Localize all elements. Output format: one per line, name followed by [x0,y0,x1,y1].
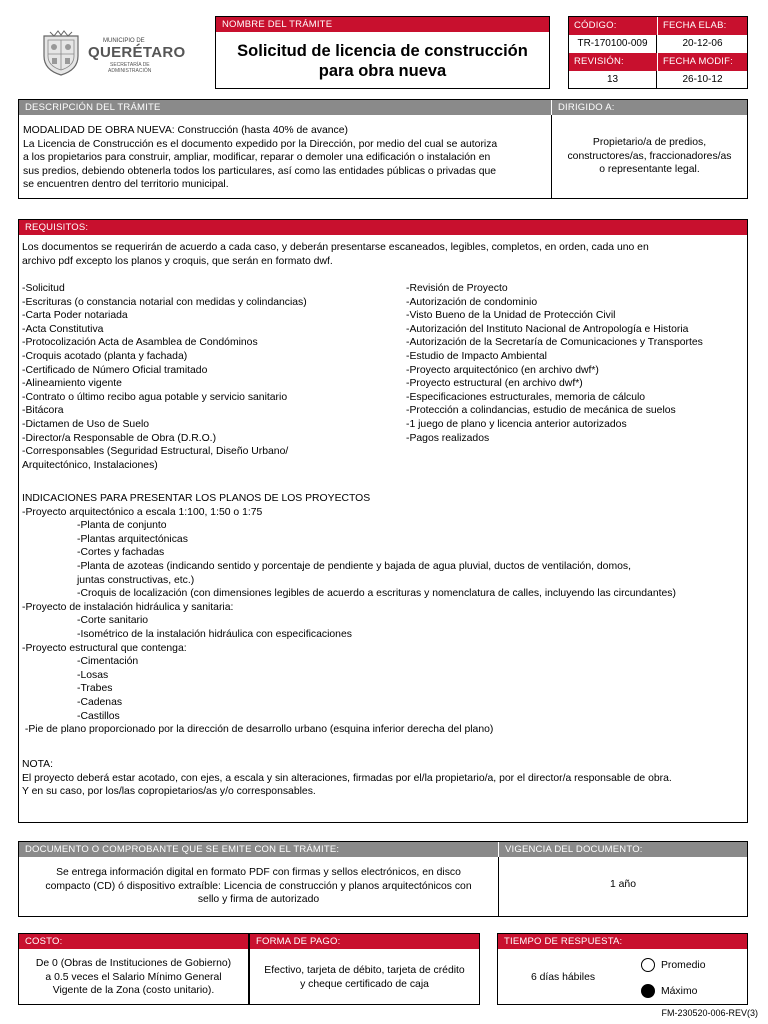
requisito-item: -Autorización de la Secretaría de Comunicaciones y Transportes [406,337,703,349]
costo-line: De 0 (Obras de Instituciones de Gobierno) [35,958,232,969]
dirigido-line: Propietario/a de predios, [592,137,707,148]
requisito-item: -Carta Poder notariada [22,310,128,322]
codigo-label: CÓDIGO: [569,17,657,35]
dirigido-body [552,136,747,177]
indicaciones-title: INDICACIONES PARA PRESENTAR LOS PLANOS DE LOS PROYECTOS [22,493,371,504]
requisitos-intro [22,241,649,268]
indicacion-item: -Isométrico de la instalación hidráulica con especificaciones [77,628,352,640]
maximo-radio-icon[interactable] [641,984,655,998]
costo-line: Vigente de la Zona (costo unitario). [52,985,215,997]
forma-pago-line: y cheque certificado de caja [300,978,429,990]
requisito-item: -Croquis acotado (planta y fachada) [22,350,188,362]
costo-header: COSTO: [19,934,248,949]
promedio-label: Promedio [661,959,706,971]
fecha-elab-label: FECHA ELAB: [658,17,747,35]
forma-pago-header: FORMA DE PAGO: [250,934,479,949]
vigencia-value: 1 año [609,879,636,890]
revision-label: REVISIÓN: [569,53,657,71]
indicacion-item: -Proyecto arquitectónico a escala 1:100, 1:50 o 1:75 [22,506,263,518]
tiempo-value: 6 días hábiles [530,972,596,983]
indicacion-item: juntas constructivas, etc.) [77,574,195,586]
documento-line: Se entrega información digital en formato PDF con firmas y sellos electrónicos, en disco [56,867,461,878]
fecha-modif-value: 26-10-12 [682,74,723,85]
requisitos-right-list [406,282,703,445]
requisito-item: -1 juego de plano y licencia anterior autorizados [406,418,627,430]
maximo-option[interactable] [641,982,697,1000]
requisitos-header: REQUISITOS: [19,220,747,235]
logo [40,30,190,76]
forma-pago-section [249,933,480,1005]
indicaciones-block [22,492,676,737]
nota-title: NOTA: [22,759,53,770]
logo-municipio: MUNICIPIO DE [103,38,145,44]
requisitos-intro-line: Los documentos se requerirán de acuerdo a cada caso, y deberán presentarse escaneados, legibles, completos, en orden, cada uno en [22,242,649,253]
nota-block [22,758,672,799]
costo-section [18,933,249,1005]
descripcion-section [18,99,748,199]
tramite-header: NOMBRE DEL TRÁMITE [216,17,549,32]
logo-administracion: ADMINISTRACIÓN [108,68,152,74]
requisito-item: -Bitácora [22,405,64,417]
codigo-value: TR-170100-009 [569,35,657,53]
requisito-item: -Pagos realizados [406,432,490,444]
requisitos-left-list [22,282,307,472]
requisito-item: -Protocolización Acta de Asamblea de Condóminos [22,337,258,349]
forma-pago-body [250,964,479,991]
descripcion-line: a los propietarios para construir, ampliar, modificar, reparar o demoler una edificación o instalación en [23,152,491,164]
requisito-item: -Protección a colindancias, estudio de mecánica de suelos [406,405,676,417]
nota-line: Y en su caso, por los/las copropietarios/as y/o corresponsables. [22,786,316,798]
vigencia-header: VIGENCIA DEL DOCUMENTO: [499,842,747,857]
indicacion-item: -Planta de azoteas (indicando sentido y porcentaje de pendiente y bajada de agua pluvial, ductos de ventilación, domos, [77,560,631,572]
tiempo-header: TIEMPO DE RESPUESTA: [498,934,747,949]
requisitos-section [18,219,748,823]
indicacion-item: -Losas [77,669,109,681]
indicacion-item: -Trabes [77,683,113,695]
documento-section [18,841,748,917]
requisito-item: -Autorización del Instituto Nacional de Antropología e Historia [406,323,689,335]
forma-pago-line: Efectivo, tarjeta de débito, tarjeta de crédito [264,965,465,976]
requisito-item: -Director/a Responsable de Obra (D.R.O.) [22,432,217,444]
tramite-title [216,41,549,81]
tramite-title-line2: para obra nueva [318,62,447,80]
coat-of-arms-icon [40,30,82,76]
descripcion-line: MODALIDAD DE OBRA NUEVA: Construcción (hasta 40% de avance) [23,125,348,136]
maximo-label: Máximo [661,985,698,997]
requisito-item: -Estudio de Impacto Ambiental [406,350,547,362]
indicacion-item: -Pie de plano proporcionado por la dirección de desarrollo urbano (esquina inferior derecha del plano) [22,724,494,736]
indicacion-item: -Proyecto de instalación hidráulica y sanitaria: [22,601,234,613]
requisito-item: -Revisión de Proyecto [406,283,508,294]
promedio-option[interactable] [641,956,705,974]
requisito-item: -Solicitud [22,283,65,294]
indicacion-item: -Cadenas [77,696,123,708]
fecha-elab-value: 20-12-06 [682,38,723,49]
tramite-box [215,16,550,89]
documento-body [19,866,498,907]
nota-line: El proyecto deberá estar acotado, con ejes, a escala y sin alteraciones, firmadas por el/la propietario/a, por el director/a responsable de obra. [22,772,672,784]
logo-queretaro: QUERÉTARO [88,44,186,61]
descripcion-line: La Licencia de Construcción es el documento expedido por la Dirección, por medio del cual se autoriza [23,138,498,150]
requisito-item: -Corresponsables (Seguridad Estructural, Diseño Urbano/ [22,446,289,458]
costo-body [19,957,248,998]
indicacion-item: -Cimentación [77,656,139,668]
requisito-item: -Especificaciones estructurales, memoria de cálculo [406,391,646,403]
descripcion-line: se encuentren dentro del territorio municipal. [23,179,229,191]
indicacion-item: -Proyecto estructural que contenga: [22,642,187,654]
tramite-title-line1: Solicitud de licencia de construcción [237,42,528,60]
requisitos-intro-line: archivo pdf excepto los planos y croquis, que serán en formato dwf. [22,255,333,267]
indicacion-item: -Corte sanitario [77,615,149,627]
indicacion-item: -Plantas arquitectónicas [77,533,188,545]
requisito-item: -Acta Constitutiva [22,323,104,335]
documento-header: DOCUMENTO O COMPROBANTE QUE SE EMITE CON EL TRÁMITE: [19,842,498,857]
requisito-item: -Alineamiento vigente [22,378,122,390]
fecha-modif-label: FECHA MODIF: [658,53,747,71]
dirigido-line: constructores/as, fraccionadores/as [567,150,732,162]
documento-line: compacto (CD) ó dispositivo extraíble: Licencia de construcción y planos arquitectónicos con [45,880,472,892]
requisito-item: -Escrituras (o constancia notarial con medidas y colindancias) [22,296,307,308]
documento-line: sello y firma de autorizado [197,894,320,906]
requisito-item: -Contrato o último recibo agua potable y servicio sanitario [22,391,288,403]
requisito-item: -Visto Bueno de la Unidad de Protección Civil [406,310,616,322]
requisito-item: -Proyecto estructural (en archivo dwf*) [406,378,583,390]
requisito-item: -Certificado de Número Oficial tramitado [22,364,208,376]
indicacion-item: -Castillos [77,710,120,722]
indicacion-item: -Planta de conjunto [77,520,167,532]
dirigido-line: o representante legal. [599,164,700,176]
dirigido-header: DIRIGIDO A: [552,100,747,115]
descripcion-body [23,124,549,192]
meta-table [568,16,748,89]
logo-secretaria: SECRETARÍA DE [110,62,150,68]
requisito-item: Arquitectónico, Instalaciones) [22,459,158,471]
requisito-item: -Proyecto arquitectónico (en archivo dwf*) [406,364,599,376]
descripcion-line: sus predios, debiendo obtenerla todos los particulares, así como las entidades públicas o privadas que [23,165,497,177]
requisito-item: -Dictamen de Uso de Suelo [22,418,150,430]
indicacion-item: -Croquis de localización (con dimensiones legibles de acuerdo a escrituras y nomenclatura de calles, incluyendo las circundantes) [77,588,676,600]
indicacion-item: -Cortes y fachadas [77,547,165,559]
costo-line: a 0.5 veces el Salario Mínimo General [45,971,222,983]
revision-value: 13 [569,71,657,88]
footer-code: FM-230520-006-REV(3) [661,1008,758,1018]
requisito-item: -Autorización de condominio [406,296,538,308]
promedio-radio-icon[interactable] [641,958,655,972]
tiempo-section [497,933,748,1005]
descripcion-header: DESCRIPCIÓN DEL TRÁMITE [19,100,551,115]
